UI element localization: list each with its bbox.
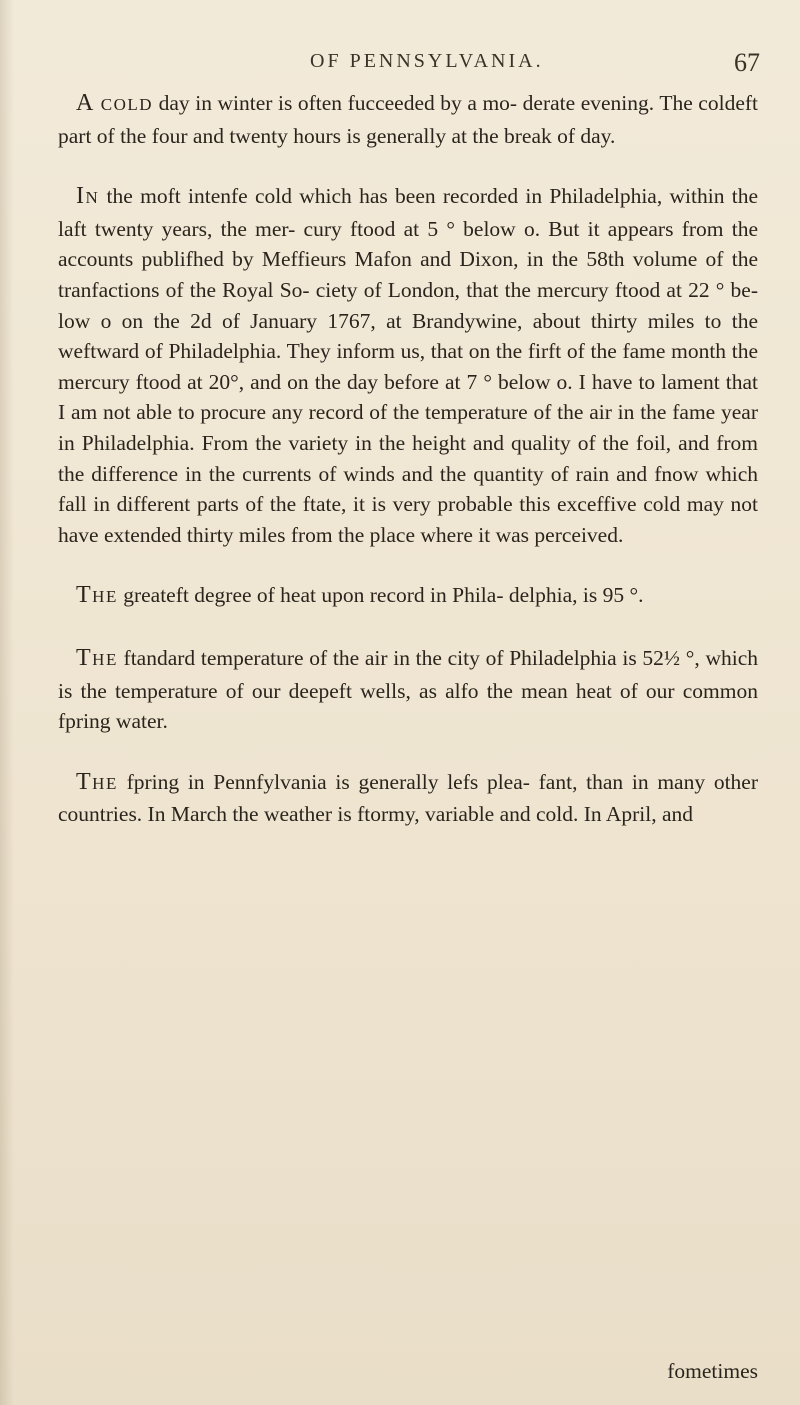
paragraph-text: day in winter is often fucceeded by a mo- derate evening. The coldeft part of the four and twenty hours is generally at the break of day.	[58, 91, 758, 148]
lead-capital: I	[76, 183, 86, 210]
paragraph-lead	[76, 646, 118, 670]
page-header	[60, 42, 760, 82]
paragraph-spring	[58, 767, 758, 830]
lead-small-caps: COLD	[94, 95, 154, 114]
paragraph-cold-day	[58, 88, 758, 151]
lead-small-caps: HE	[92, 773, 118, 793]
paragraph-lead	[76, 770, 118, 794]
paragraph-text: fpring in Pennfylvania is generally lefs plea- fant, than in many other countries. In March the weather is ftormy, variable and cold. In April, and	[58, 769, 758, 827]
lead-small-caps: N	[85, 188, 100, 208]
running-head: OF PENNSYLVANIA.	[310, 50, 544, 72]
paragraph-text: greateft degree of heat upon record in Phila- delphia, is 95 °.	[117, 583, 644, 608]
lead-capital: A	[76, 90, 95, 116]
page-number: 67	[734, 48, 760, 77]
lead-capital: T	[76, 582, 93, 609]
catchword: fometimes	[667, 1359, 758, 1383]
paragraph-standard-temperature	[58, 643, 758, 737]
paragraph-lead	[76, 583, 118, 607]
lead-small-caps: HE	[92, 649, 118, 669]
paragraph-greatest-heat	[58, 580, 758, 613]
paragraph-text: ftandard temperature of the air in the city of Philadelphia is 52½ °, which is the temperature of our deepeft wells, as alfo the mean heat of our common fpring water.	[58, 645, 758, 734]
paragraph-text: the moft intenfe cold which has been recorded in Philadelphia, within the laft twenty years, the mer- cury ftood at 5 ° below o. But it appears from the accounts publifhed by Meffieurs Mafon and Dixon, in the 58th volume of the tranfactions of the Royal So- ciety of London, that the mercury ftood at 22 ° be- low o on the 2d of January 1767, at Brandywine, about thirty miles to the weftward of Philadelphia. They inform us, that on the firft of the fame month the mercury ftood at 20°, and on the day before at 7 ° below o. I have to lament that I am not able to procure any record of the temperature of the air in the fame year in Philadelphia. From the variety in the height and quality of the foil, and from the difference in the currents of winds and the quantity of rain and fnow which fall in different parts of the ftate, it is very probable this exceffive cold may not have extended thirty miles from the place where it was perceived.	[58, 184, 758, 547]
body-text	[58, 88, 758, 830]
paragraph-intense-cold	[58, 181, 758, 550]
paragraph-lead	[76, 184, 99, 208]
lead-small-caps: HE	[92, 587, 118, 607]
lead-capital: T	[76, 768, 93, 795]
lead-capital: T	[76, 644, 93, 671]
paragraph-lead	[76, 91, 153, 115]
